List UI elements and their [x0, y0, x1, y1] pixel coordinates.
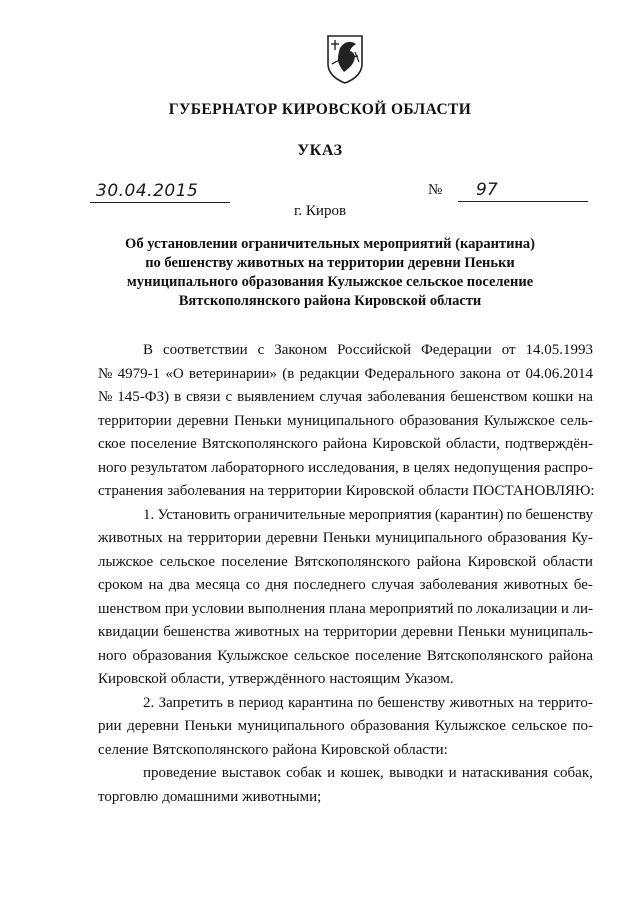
document-body	[98, 339, 593, 809]
body-line: ного результатом лабораторного исследования, в целях недопущения распро-	[98, 459, 593, 476]
body-line: 1. Установить ограничительные мероприятия (карантин) по бешенству	[143, 506, 593, 523]
body-line: лыжское сельское поселение Вятскополянского района Кировской области	[98, 553, 593, 570]
body-line: животных на территории деревни Пеньки муниципального образования Ку-	[98, 530, 593, 546]
body-line: ское поселение Вятскополянского района Кировской области, подтверждён-	[98, 436, 593, 452]
subject-line: по бешенству животных на территории деревни Пеньки	[145, 255, 515, 271]
body-line: 2. Запретить в период карантина по бешенству животных на террито-	[143, 694, 593, 711]
number-field	[428, 180, 588, 202]
body-line: № 4979-1 «О ветеринарии» (в редакции Федерального закона от 04.06.2014	[98, 365, 593, 382]
body-line: ного образования Кулыжское сельское поселение Вятскополянского района	[98, 647, 593, 664]
document-type: УКАЗ	[297, 142, 343, 159]
body-line: № 145-ФЗ) в связи с выявлением случая заболевания бешенством кошки на	[98, 389, 593, 405]
body-line: шенством при условии выполнения плана мероприятий по локализации и ли-	[98, 600, 593, 617]
body-line: рии деревни Пеньки муниципального образования Кулыжское сельское по-	[98, 718, 593, 734]
body-line: проведение выставок собак и кошек, выводки и натаскивания собак,	[143, 765, 593, 781]
date-value: 30.04.2015	[96, 181, 199, 201]
number-value: 97	[476, 180, 498, 200]
body-line: странения заболевания на территории Кировской области ПОСТАНОВЛЯЮ:	[98, 483, 595, 499]
body-line: селение Вятскополянского района Кировской области:	[98, 741, 448, 758]
number-sign: №	[428, 182, 443, 198]
document-subject	[100, 235, 560, 311]
issuer-title: ГУБЕРНАТОР КИРОВСКОЙ ОБЛАСТИ	[168, 101, 472, 118]
body-line: Кировской области, утверждённого настоящим Указом.	[98, 671, 454, 687]
subject-line: муниципального образования Кулыжское сельское поселение	[126, 274, 534, 290]
city-label: г. Киров	[293, 203, 347, 219]
body-line: торговлю домашними животными;	[98, 788, 322, 805]
body-line: территории деревни Пеньки муниципального образования Кулыжское сель-	[98, 412, 593, 429]
subject-line: Об установлении ограничительных мероприятий (карантина)	[125, 236, 535, 252]
number-underline	[458, 201, 588, 202]
body-line: В соответствии с Законом Российской Федерации от 14.05.1993	[143, 342, 593, 358]
date-field	[90, 180, 230, 203]
subject-line: Вятскополянского района Кировской области	[178, 293, 482, 309]
coat-of-arms-icon	[326, 34, 364, 84]
body-line: квидации бешенства животных на территории деревни Пеньки муниципаль-	[98, 624, 593, 640]
body-line: сроком на два месяца со дня последнего случая заболевания животных бе-	[98, 577, 593, 593]
